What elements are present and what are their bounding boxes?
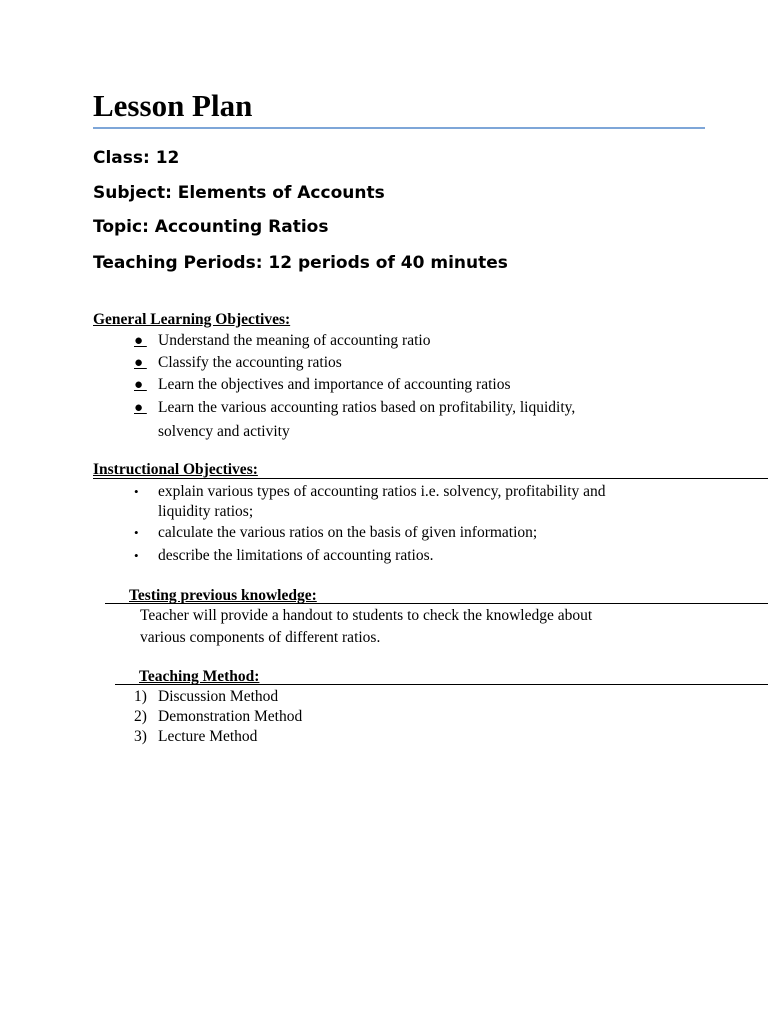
- bullet-icon: ●: [134, 377, 147, 393]
- bullet-icon: •: [134, 525, 139, 540]
- general-objectives-heading: General Learning Objectives:: [93, 311, 291, 328]
- item-number: 1): [134, 688, 147, 705]
- list-item: [134, 398, 694, 418]
- list-item-text: Discussion Method: [158, 688, 279, 705]
- list-item-text: explain various types of accounting ratios i.e. solvency, profitability and: [158, 483, 606, 500]
- teaching-periods-line: Teaching Periods: 12 periods of 40 minutes: [93, 253, 508, 273]
- teaching-method-heading: Teaching Method:: [139, 668, 260, 685]
- numbered-item: [134, 707, 434, 727]
- list-item-continuation: solvency and activity: [158, 423, 290, 440]
- section-rule: [93, 478, 768, 479]
- bullet-icon: ●: [134, 333, 147, 349]
- section-rule: [115, 684, 768, 685]
- list-item: [134, 331, 694, 351]
- instructional-objectives-heading: Instructional Objectives:: [93, 461, 258, 478]
- title-underline: [93, 127, 705, 129]
- document-title: Lesson Plan: [93, 88, 253, 123]
- list-item: [134, 546, 694, 566]
- list-item-text: describe the limitations of accounting ratios.: [158, 547, 434, 564]
- testing-text-line: Teacher will provide a handout to students to check the knowledge about: [140, 607, 593, 624]
- list-item-continuation: liquidity ratios;: [158, 503, 254, 520]
- list-item: [134, 353, 694, 373]
- list-item: [134, 523, 694, 543]
- list-item-text: Classify the accounting ratios: [158, 354, 342, 371]
- bullet-icon: ●: [134, 355, 147, 371]
- section-rule: [105, 603, 768, 604]
- testing-text-line: various components of different ratios.: [140, 629, 381, 646]
- bullet-icon: ●: [134, 400, 147, 416]
- bullet-icon: •: [134, 548, 139, 563]
- list-item-text: calculate the various ratios on the basis of given information;: [158, 524, 538, 541]
- topic-line: Topic: Accounting Ratios: [93, 217, 329, 237]
- item-number: 3): [134, 728, 147, 745]
- list-item: [134, 482, 694, 502]
- item-number: 2): [134, 708, 147, 725]
- class-line: Class: 12: [93, 148, 180, 168]
- list-item-text: Demonstration Method: [158, 708, 303, 725]
- list-item-text: Learn the various accounting ratios based on profitability, liquidity,: [158, 399, 576, 416]
- subject-line: Subject: Elements of Accounts: [93, 183, 385, 203]
- testing-knowledge-heading: Testing previous knowledge:: [129, 587, 317, 604]
- numbered-item: [134, 727, 434, 747]
- list-item-text: Understand the meaning of accounting ratio: [158, 332, 431, 349]
- list-item: [134, 375, 694, 395]
- numbered-item: [134, 687, 434, 707]
- bullet-icon: •: [134, 484, 139, 499]
- list-item-text: Learn the objectives and importance of accounting ratios: [158, 376, 511, 393]
- list-item-text: Lecture Method: [158, 728, 258, 745]
